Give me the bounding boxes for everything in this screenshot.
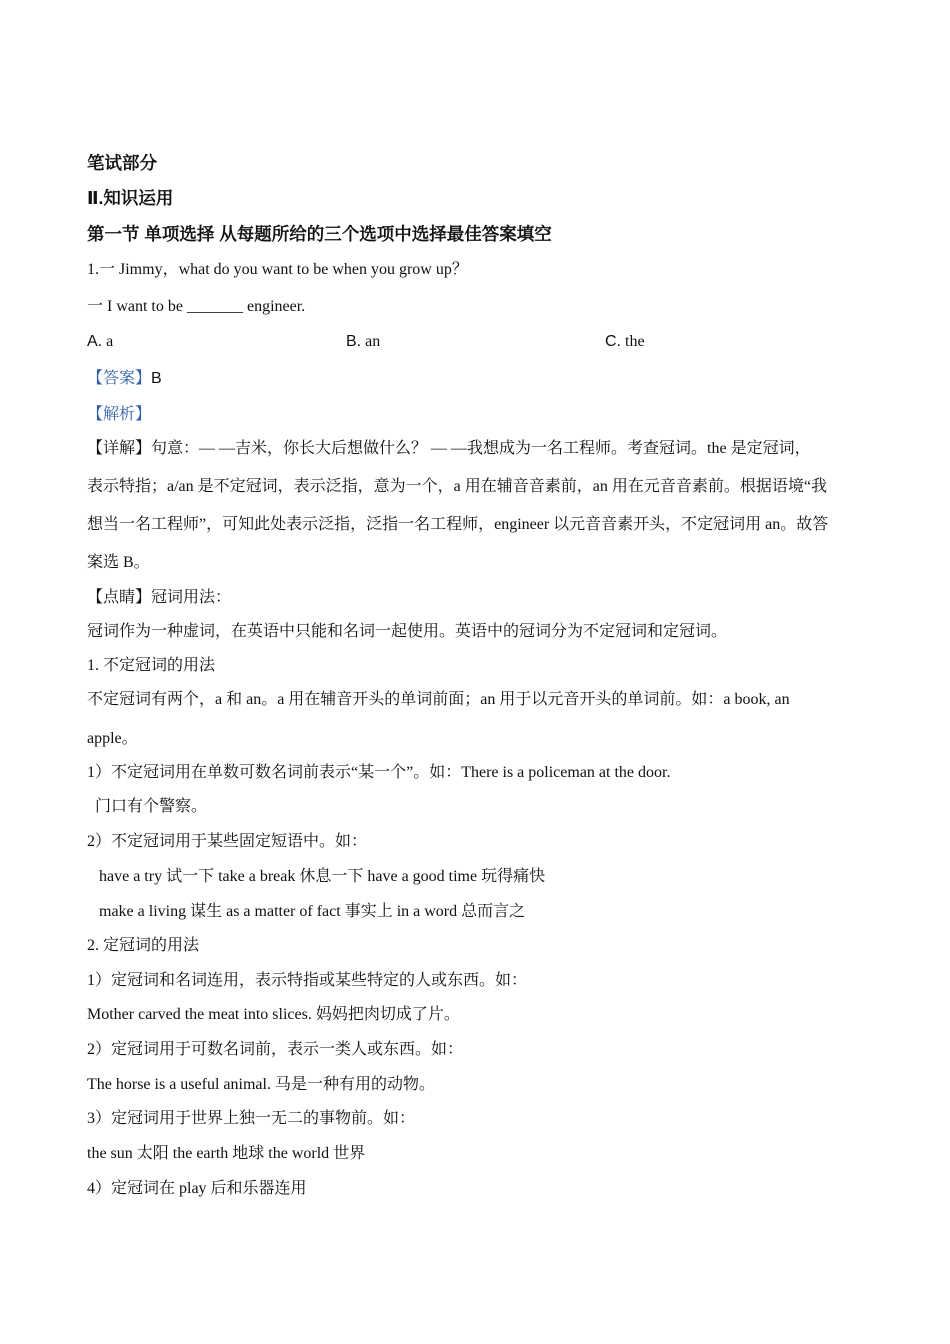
analysis-tag: 【解析】 [87, 406, 152, 423]
tips-line: 1）定冠词和名词连用，表示特指或某些特定的人或东西。如： [87, 972, 528, 989]
detail-tag: 【详解】 [87, 440, 152, 457]
option-c-label: C. [605, 333, 621, 350]
question-line-2: 一 I want to be _______ engineer. [87, 298, 306, 315]
section-heading: Ⅱ.知识运用 [87, 188, 174, 208]
tips-line: 3）定冠词用于世界上独一无二的事物前。如： [87, 1110, 416, 1127]
tips-line: Mother carved the meat into slices. 妈妈把肉切成了片。 [87, 1006, 460, 1023]
tips-line: 2. 定冠词的用法 [87, 937, 200, 954]
answer-line [87, 369, 162, 389]
option-c-text: the [625, 333, 645, 350]
tips-line: 冠词作为一种虚词，在英语中只能和名词一起使用。英语中的冠词分为不定冠词和定冠词。 [87, 623, 728, 640]
tips-tag: 【点睛】 [87, 589, 152, 606]
part-heading: 笔试部分 [87, 153, 157, 173]
option-b-label: B. [346, 333, 362, 350]
detail-line-3: 想当一名工程师”，可知此处表示泛指，泛指一名工程师，engineer 以元音音素开头，不定冠词用 an。故答 [87, 516, 829, 533]
option-b-text: an [365, 333, 381, 350]
answer-value: B [151, 370, 162, 387]
tips-line: 2）定冠词用于可数名词前，表示一类人或东西。如： [87, 1041, 464, 1058]
option-a [87, 332, 113, 352]
tips-heading [87, 588, 231, 608]
tips-line: 门口有个警察。 [95, 798, 208, 815]
tips-line: apple。 [87, 730, 138, 747]
tips-line: have a try 试一下 take a break 休息一下 have a good time 玩得痛快 [99, 868, 546, 885]
tips-line: 2）不定冠词用于某些固定短语中。如： [87, 833, 368, 850]
answer-tag: 【答案】 [87, 370, 152, 387]
detail-line-4: 案选 B。 [87, 554, 150, 571]
option-a-text: a [106, 333, 114, 350]
detail-line-2: 表示特指；a/an 是不定冠词，表示泛指，意为一个，a 用在辅音音素前，an 用在元音音素前。根据语境“我 [87, 478, 827, 495]
tips-line: make a living 谋生 as a matter of fact 事实上 in a word 总而言之 [99, 903, 526, 920]
subsection-heading: 第一节 单项选择 从每题所给的三个选项中选择最佳答案填空 [87, 224, 552, 244]
question-line-1: 1.一 Jimmy，what do you want to be when you grow up？ [87, 261, 468, 278]
detail-line-1 [87, 439, 811, 459]
option-a-label: A. [87, 333, 103, 350]
tips-line: 1）不定冠词用在单数可数名词前表示“某一个”。如：There is a policeman at the door. [87, 764, 671, 781]
tips-line: the sun 太阳 the earth 地球 the world 世界 [87, 1145, 366, 1162]
option-b [346, 332, 380, 352]
option-c [605, 332, 645, 352]
tips-line: 1. 不定冠词的用法 [87, 657, 216, 674]
tips-line: 4）定冠词在 play 后和乐器连用 [87, 1180, 307, 1197]
tips-line: The horse is a useful animal. 马是一种有用的动物。 [87, 1076, 435, 1093]
tips-line: 不定冠词有两个，a 和 an。a 用在辅音开头的单词前面；an 用于以元音开头的单词前。如：a book, an [87, 691, 790, 708]
tips-title: 冠词用法： [151, 589, 232, 606]
detail-text-1: 句意：— —吉米，你长大后想做什么？ — —我想成为一名工程师。考查冠词。the 是定冠词， [151, 440, 811, 457]
